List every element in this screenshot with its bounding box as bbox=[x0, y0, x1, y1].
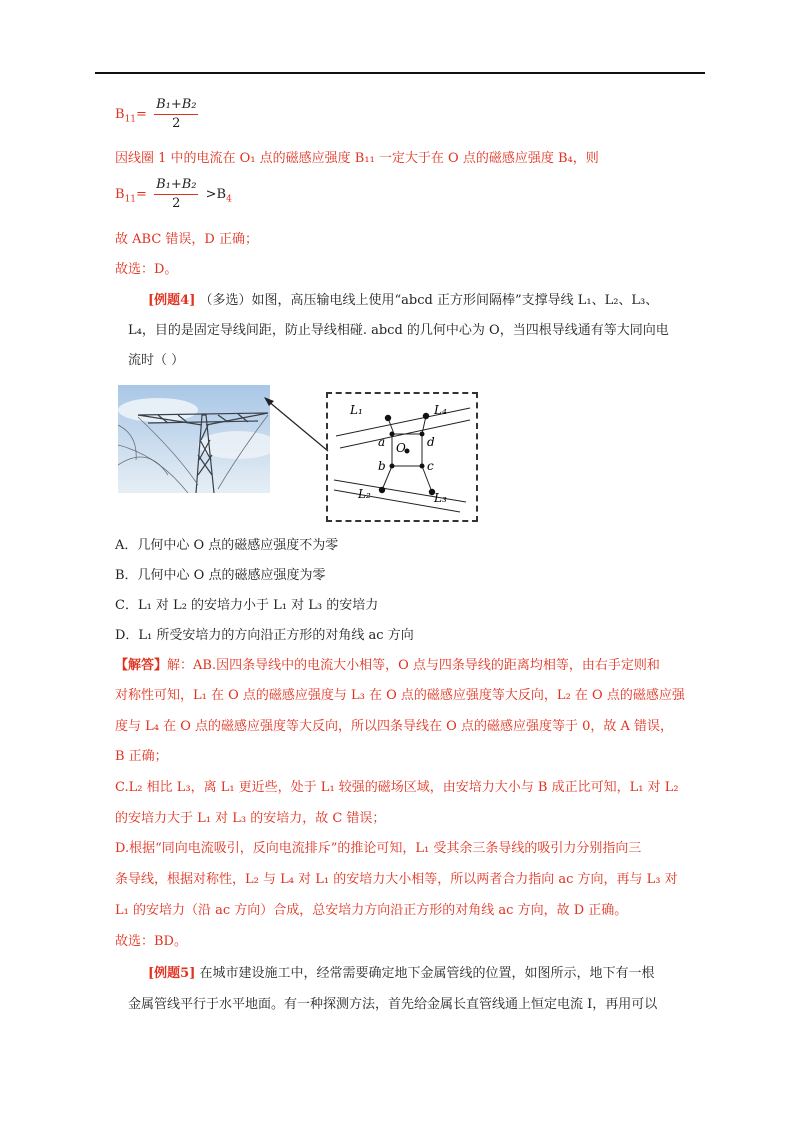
choose-d: 故选：D。 bbox=[115, 262, 178, 277]
answer-line4: B 正确； bbox=[115, 749, 168, 764]
answer-tag: 【解答】 bbox=[115, 658, 168, 673]
tower-photo bbox=[118, 385, 270, 493]
answer-line1: 【解答】解：AB.因四条导线中的电流大小相等，O 点与四条导线的距离均相等，由右手定则和 bbox=[115, 658, 660, 673]
formula-b11-inequality: $B_{11}=$ $\frac{\text{B₁+B₂}}{2}$ $>B_4$ bbox=[115, 177, 232, 211]
header-rule bbox=[95, 72, 705, 74]
answer-line6: 的安培力大于 L₁ 对 L₃ 的安培力，故 C 错误； bbox=[115, 811, 386, 826]
answer-line5: C.L₂ 相比 L₃，离 L₁ 更近些，处于 L₁ 较强的磁场区域，由安培力大小与 B 成正比可知，L₁ 对 L₂ bbox=[115, 780, 679, 795]
option-d: D．L₁ 所受安培力的方向沿正方形的对角线 ac 方向 bbox=[115, 628, 414, 643]
answer-line7: D.根据“同向电流吸引，反向电流排斥”的推论可知，L₁ 受其余三条导线的吸引力分别指向三 bbox=[115, 841, 642, 856]
answer-line9: L₁ 的安培力（沿 ac 方向）合成，总安培力方向沿正方形的对角线 ac 方向，故 D 正确。 bbox=[115, 903, 628, 918]
label-L1: L₁ bbox=[350, 403, 363, 417]
option-b: B．几何中心 O 点的磁感应强度为零 bbox=[115, 568, 326, 583]
label-L2: L₂ bbox=[358, 487, 371, 501]
label-c: c bbox=[427, 459, 434, 473]
formula-b11: $B_{11}=$ $\frac{\text{B₁+B₂}}{2}$ bbox=[115, 97, 197, 131]
example5-line1: [例题5] 在城市建设施工中，经常需要确定地下金属管线的位置，如图所示，地下有一根 bbox=[148, 966, 655, 981]
answer-line2: 对称性可知，L₁ 在 O 点的磁感应强度与 L₃ 在 O 点的磁感应强度等大反向，L₂ 在 O 点的磁感应强 bbox=[115, 688, 685, 703]
label-O: O bbox=[396, 441, 406, 455]
pointer-arrow bbox=[262, 395, 332, 455]
label-a: a bbox=[378, 435, 386, 449]
example5-tag: [例题5] bbox=[148, 966, 196, 981]
spacer-diagram bbox=[326, 392, 478, 522]
answer-line3: 度与 L₄ 在 O 点的磁感应强度等大反向，所以四条导线在 O 点的磁感应强度等于 0，故 A 错误， bbox=[115, 719, 674, 734]
answer-choose-bd: 故选：BD。 bbox=[115, 934, 187, 949]
example4-line3: 流时（ ） bbox=[128, 353, 185, 368]
label-L3: L₃ bbox=[434, 491, 447, 505]
label-b: b bbox=[378, 459, 386, 473]
example4-tag: [例题4] bbox=[148, 293, 196, 308]
abc-conclusion: 故 ABC 错误，D 正确； bbox=[115, 232, 258, 247]
label-L4: L₄ bbox=[434, 403, 447, 417]
example5-line2: 金属管线平行于水平地面。有一种探测方法，首先给金属长直管线通上恒定电流 I，再用可以 bbox=[128, 997, 658, 1012]
label-d: d bbox=[427, 435, 435, 449]
answer-line8: 条导线，根据对称性，L₂ 与 L₄ 对 L₁ 的安培力大小相等，所以两者合力指向 ac 方向，再与 L₃ 对 bbox=[115, 872, 678, 887]
option-c: C．L₁ 对 L₂ 的安培力小于 L₁ 对 L₃ 的安培力 bbox=[115, 598, 379, 613]
example4-line2: L₄，目的是固定导线间距，防止导线相碰. abcd 的几何中心为 O，当四根导线通有等大同向电 bbox=[128, 323, 669, 338]
because-line: 因线圈 1 中的电流在 O₁ 点的磁感应强度 B₁₁ 一定大于在 O 点的磁感应强度 B₄，则 bbox=[115, 151, 599, 166]
option-a: A．几何中心 O 点的磁感应强度不为零 bbox=[115, 538, 339, 553]
example4-line1: [例题4] （多选）如图，高压输电线上使用“abcd 正方形间隔棒”支撑导线 L₁、L₂、L₃、 bbox=[148, 293, 659, 308]
